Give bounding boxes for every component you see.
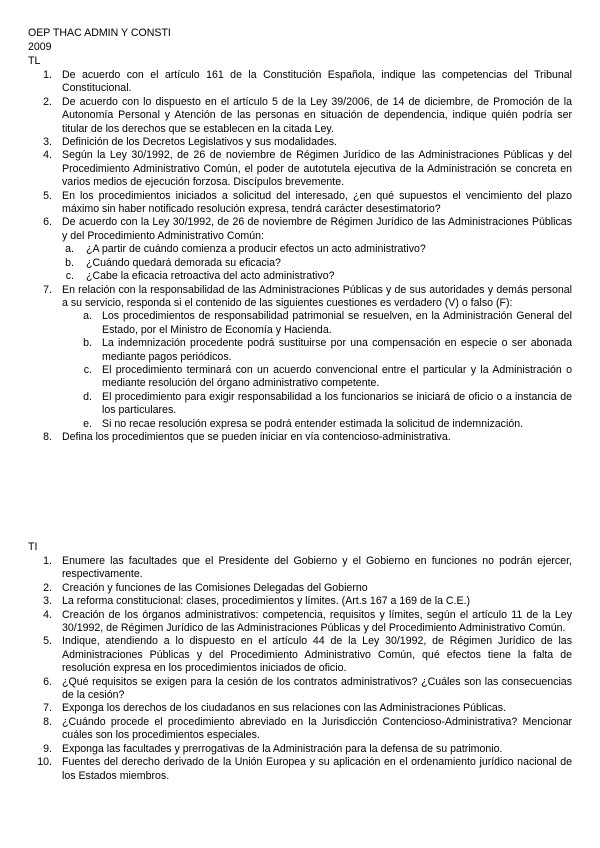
sub-question-letter: c. [65,270,74,283]
sub-question-item [62,270,572,283]
question-item [0,635,600,675]
sub-question-letter: b. [83,337,92,350]
question-text: Fuentes del derecho derivado de la Unión Europea y su aplicación en el ordenamiento jurídico nacional de los Estados miembros. [62,756,572,782]
sub-question-letter: e. [83,417,92,430]
question-text: ¿Qué requisitos se exigen para la cesión de los contratos administrativos? ¿Cuáles son las consecuencias de la cesión? [62,675,572,702]
question-text: ¿Cuándo procede el procedimiento abreviado en la Jurisdicción Contencioso-Administrativa? Mencionar cuáles son los procedimientos especiales. [62,715,572,742]
sub-question-text: El procedimiento terminará con un acuerdo convencional entre el particular y la Administración o mediante resolución del órgano administrativo competente. [102,363,572,390]
question-item [0,756,600,783]
sub-question-item [62,391,572,418]
question-number: 3. [43,136,52,149]
sub-question-text: ¿A partir de cuándo comienza a producir efectos un acto administrativo? [86,243,426,256]
question-number: 8. [43,715,52,728]
sub-question-item [62,418,572,431]
question-number: 2. [43,581,52,594]
sub-question-text: ¿Cuándo quedará demorada su eficacia? [86,256,281,269]
question-number: 3. [43,595,52,608]
question-item [0,96,600,136]
question-text: Definición de los Decretos Legislativos y sus modalidades. [62,136,337,149]
sub-question-text: El procedimiento para exigir responsabilidad a los funcionarios se iniciará de oficio o a instancia de los particulares. [102,390,572,417]
question-number: 5. [43,635,52,648]
question-text: De acuerdo con lo dispuesto en el artículo 5 de la Ley 39/2006, de 14 de diciembre, de Promoción de la Autonomía Personal y Atención de las personas en situación de dependencia, indique quién podría ser titular de los derechos que se establecen en la citada Ley. [62,95,572,135]
sub-question-item [62,364,572,391]
sub-question-list [62,310,572,431]
question-number: 1. [43,69,52,81]
sub-question-item [62,310,572,337]
section-ti-heading: TI [28,541,38,553]
question-text: La reforma constitucional: clases, procedimientos y límites. (Art.s 167 a 169 de la C.E.) [62,595,471,608]
section-ti-list [0,555,600,783]
question-item [0,555,600,582]
section-tl-heading: TL [28,55,41,67]
question-number: 1. [43,555,52,567]
sub-question-item [62,257,572,270]
question-number: 4. [43,608,52,621]
question-text: Según la Ley 30/1992, de 26 de noviembre de Régimen Jurídico de las Administraciones Públicas y del Procedimiento Administrativo Común, el poder de autotutela ejecutiva de la Administración se concreta en varios medios de ejecución forzosa. Discípulos brevemente. [62,149,572,189]
question-text: Exponga las facultades y prerrogativas de la Administración para la defensa de su patrimonio. [62,742,503,755]
section-tl-list [0,69,600,444]
question-item [0,149,600,189]
question-item [0,702,600,715]
question-number: 6. [43,675,52,688]
question-text: Exponga los derechos de los ciudadanos en sus relaciones con las Administraciones Públicas. [62,702,507,715]
question-text: De acuerdo con la Ley 30/1992, de 26 de noviembre de Régimen Jurídico de las Administraciones Públicas y del Procedimiento Administrativo Común: [62,216,572,242]
question-number: 7. [43,702,52,715]
question-number: 5. [43,189,52,202]
sub-question-letter: a. [83,310,92,323]
question-number: 10. [37,756,52,769]
question-item [0,676,600,703]
question-text: De acuerdo con el artículo 161 de la Constitución Española, indique las competencias del Tribunal Constitucional. [62,69,572,95]
sub-question-item [62,243,572,256]
document-title: OEP THAC ADMIN Y CONSTI [28,27,171,39]
question-item [0,609,600,636]
question-text: Indique, atendiendo a lo dispuesto en el artículo 44 de la Ley 30/1992, de Régimen Jurídico de las Administraciones Públicas y del Procedimiento Administrativo Común, qué efectos tiene la falta de resolución expresa en los procedimientos iniciados de oficio. [62,635,572,675]
question-text: En relación con la responsabilidad de las Administraciones Públicas y de sus autoridades y demás personal a su servicio, responda si el contenido de las siguientes cuestiones es verdadero (V) o falso (F): [62,283,572,309]
question-number: 8. [43,430,52,443]
question-number: 9. [43,742,52,755]
question-text: En los procedimientos iniciados a solicitud del interesado, ¿en qué supuestos el vencimiento del plazo máximo sin haber notificado resolución expresa, tendrá carácter desestimatorio? [62,189,572,216]
question-text: Enumere las facultades que el Presidente del Gobierno y el Gobierno en funciones no podrán ejercer, respectivamente. [62,555,572,581]
question-item [0,69,600,96]
question-item [0,582,600,595]
question-item [0,216,600,283]
question-number: 7. [43,283,52,296]
question-number: 2. [43,95,52,108]
question-number: 6. [43,216,52,229]
sub-question-text: Los procedimientos de responsabilidad patrimonial se resuelven, en la Administración General del Estado, por el Ministro de Economía y Hacienda. [102,310,572,336]
question-item [0,743,600,756]
sub-question-letter: a. [65,243,74,256]
sub-question-letter: d. [83,390,92,403]
sub-question-text: ¿Cabe la eficacia retroactiva del acto administrativo? [86,270,335,283]
question-text: Defina los procedimientos que se pueden iniciar en vía contencioso-administrativa. [62,430,451,443]
sub-question-text: La indemnización procedente podrá sustituirse por una compensación en especie o ser abonada mediante pagos periódicos. [102,337,572,363]
question-item [0,284,600,431]
question-item [0,136,600,149]
question-text: Creación de los órganos administrativos: competencia, requisitos y límites, según el artículo 11 de la Ley 30/1992, de Régimen Jurídico de las Administraciones Públicas y del Procedimiento Administrativo Común. [62,608,572,635]
question-text: Creación y funciones de las Comisiones Delegadas del Gobierno [62,581,368,594]
sub-question-letter: b. [65,256,74,269]
question-item [0,595,600,608]
question-item [0,190,600,217]
question-item [0,431,600,444]
sub-question-item [62,337,572,364]
question-item [0,716,600,743]
document-year: 2009 [28,41,52,53]
sub-question-text: Si no recae resolución expresa se podrá entender estimada la solicitud de indemnización. [102,417,524,430]
sub-question-letter: c. [83,363,92,376]
sub-question-list [62,243,572,283]
question-number: 4. [43,149,52,162]
